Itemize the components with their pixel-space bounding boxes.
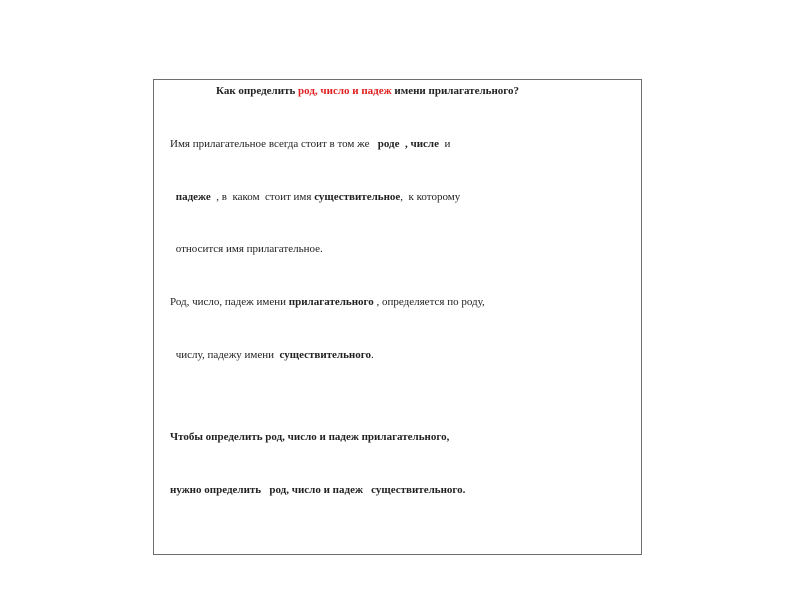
rule-punct: , <box>399 138 411 150</box>
rule-line-2 <box>173 190 460 204</box>
rule2-line-1 <box>170 295 485 309</box>
rule2-text: , определяется по роду, <box>373 296 485 308</box>
rule-line-1 <box>170 137 450 151</box>
rule-text: , к которому <box>400 191 461 203</box>
rule2-line-2 <box>173 348 374 362</box>
page-title <box>216 84 519 98</box>
rule-text: , в каком стоит имя <box>210 191 315 203</box>
rule-keyword-number: числе <box>410 138 439 150</box>
rule2-text: числу, падежу имени <box>173 349 280 361</box>
rule2-text: Род, число, падеж имени <box>170 296 289 308</box>
rule-keyword-case: падеже <box>175 191 211 203</box>
rule-keyword-noun: существительное <box>314 191 401 203</box>
title-part1: Как определить <box>216 85 299 97</box>
rule-text: и <box>438 138 451 150</box>
title-highlight: род, число и падеж <box>298 85 392 97</box>
rule2-text: . <box>370 349 374 361</box>
conclusion-line-2: нужно определить род, число и падеж существительного. <box>170 484 466 496</box>
rule-line-3: относится имя прилагательное. <box>173 243 323 255</box>
conclusion-line-1: Чтобы определить род, число и падеж прилагательного, <box>170 431 450 443</box>
rule2-keyword-adjective: прилагательного <box>288 296 374 308</box>
rule-keyword-gender: роде <box>377 138 400 150</box>
rule2-keyword-noun: существительного <box>279 349 371 361</box>
title-part2: имени прилагательного? <box>391 85 520 97</box>
rule-text: Имя прилагательное всегда стоит в том же <box>170 138 378 150</box>
